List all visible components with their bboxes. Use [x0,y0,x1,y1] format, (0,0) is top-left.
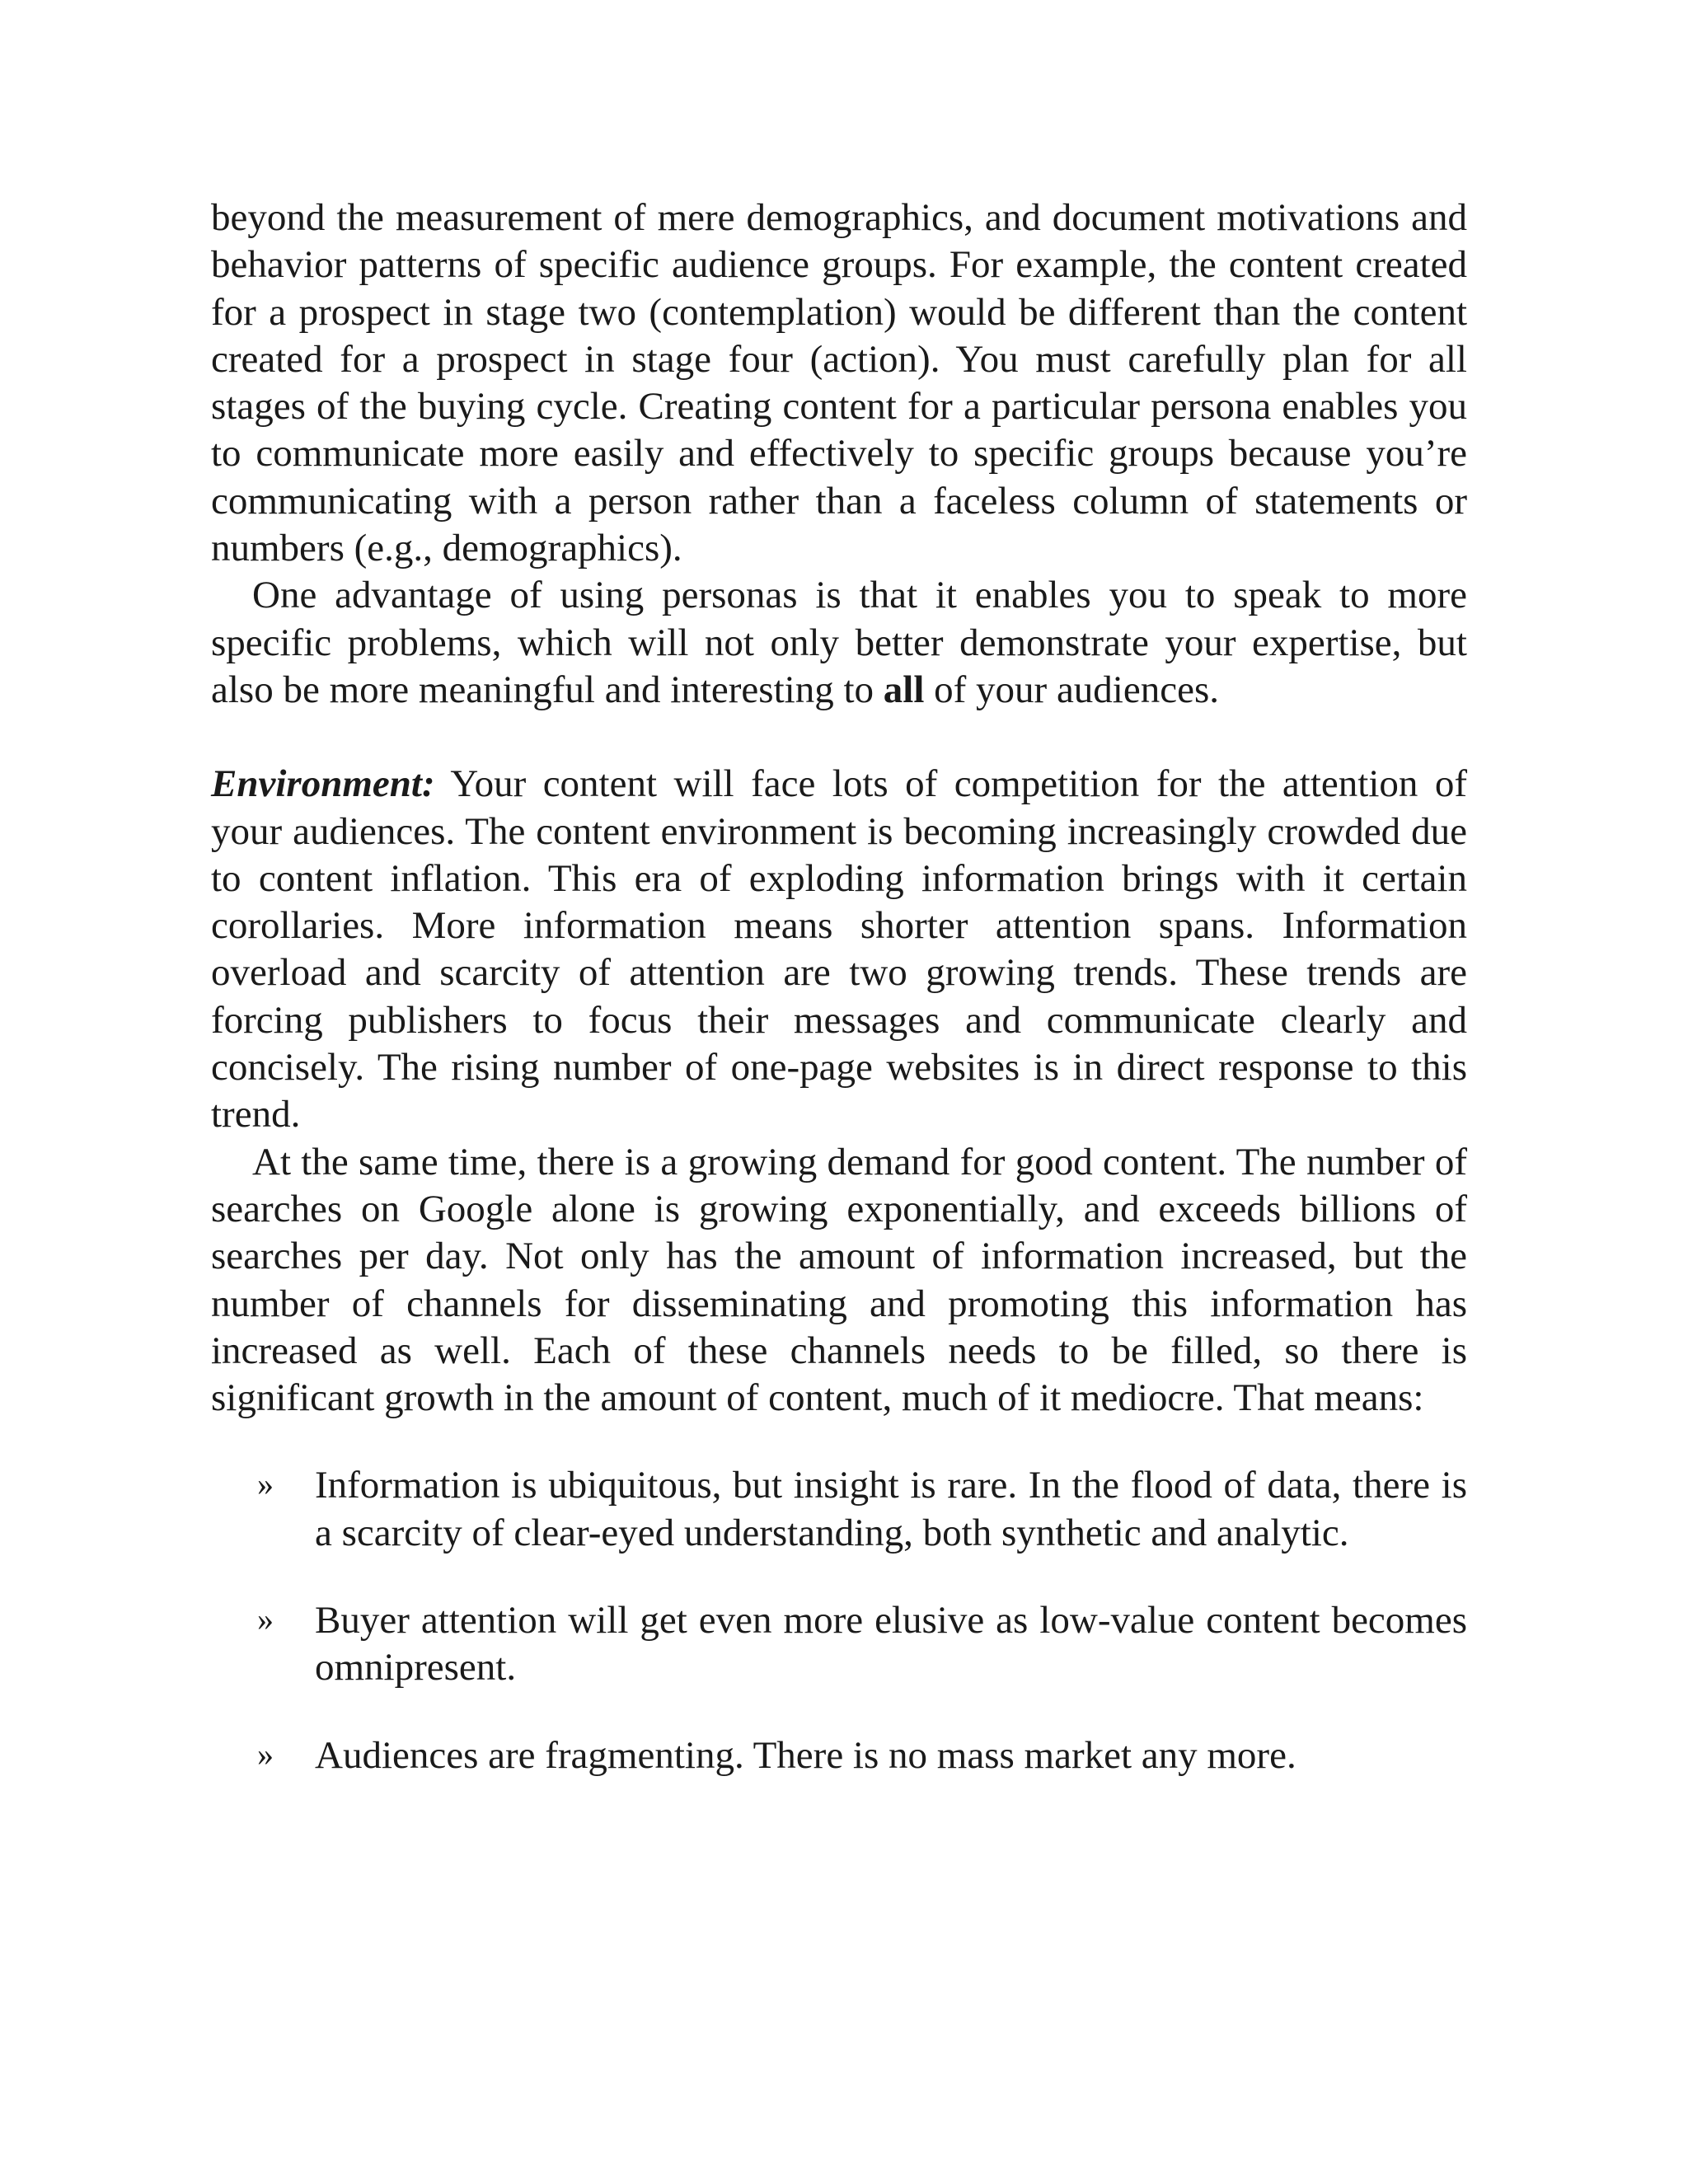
paragraph-personas-continued: beyond the measurement of mere demographics, and document motivations and behavior patterns of specific audience groups. For example, the content created for a prospect in stage two (contemplation) would be different than the content created for a prospect in stage four (action). You must carefully plan for all stages of the buying cycle. Creating content for a particular persona enables you to communicate more easily and effectively to specific groups because you’re communicating with a person rather than a faceless column of statements or numbers (e.g., demographics). [211,196,1467,570]
bullet-marker: » [257,1735,274,1773]
bullet-marker: » [257,1601,274,1638]
paragraph-persona-advantage [211,572,1467,714]
emphasis-all: all [883,668,925,711]
list-item-text: Information is ubiquitous, but insight is rare. In the flood of data, there is a scarcity of clear-eyed understanding, both synthetic and analytic. [315,1464,1467,1554]
bullet-marker: » [257,1465,274,1503]
paragraph-text: One advantage of using personas is that it enables you to speak to more specific problems, which will not only better demonstrate your expertise, but also be more meaningful and interesting to [211,574,1467,711]
bullet-list [211,1462,1467,1779]
list-item-text: Buyer attention will get even more elusive as low-value content becomes omnipresent. [315,1599,1467,1690]
list-item [211,1597,1467,1692]
term-environment: Environment: [211,762,435,806]
paragraph-text: of your audiences. [924,668,1219,711]
paragraph-demand: At the same time, there is a growing demand for good content. The number of searches on Google alone is growing exponentially, and exceeds billions of searches per day. Not only has the amount of information increased, but the number of channels for disseminating and promoting this information has increased as well. Each of these channels needs to be filled, so there is significant growth in the amount of content, much of it mediocre. That means: [211,1140,1467,1420]
paragraph-environment [211,761,1467,1138]
paragraph-text: Your content will face lots of competition for the attention of your audiences. The content environment is becoming increasingly crowded due to content inflation. This era of exploding information brings with it certain corollaries. More information means shorter attention spans. Information overload and scarcity of attention are two growing trends. These trends are forcing publishers to focus their messages and communicate clearly and concisely. The rising number of one-page websites is in direct response to this trend. [211,762,1467,1137]
list-item-text: Audiences are fragmenting. There is no mass market any more. [315,1733,1296,1777]
document-page [211,194,1467,1820]
list-item [211,1732,1467,1779]
list-item [211,1462,1467,1557]
